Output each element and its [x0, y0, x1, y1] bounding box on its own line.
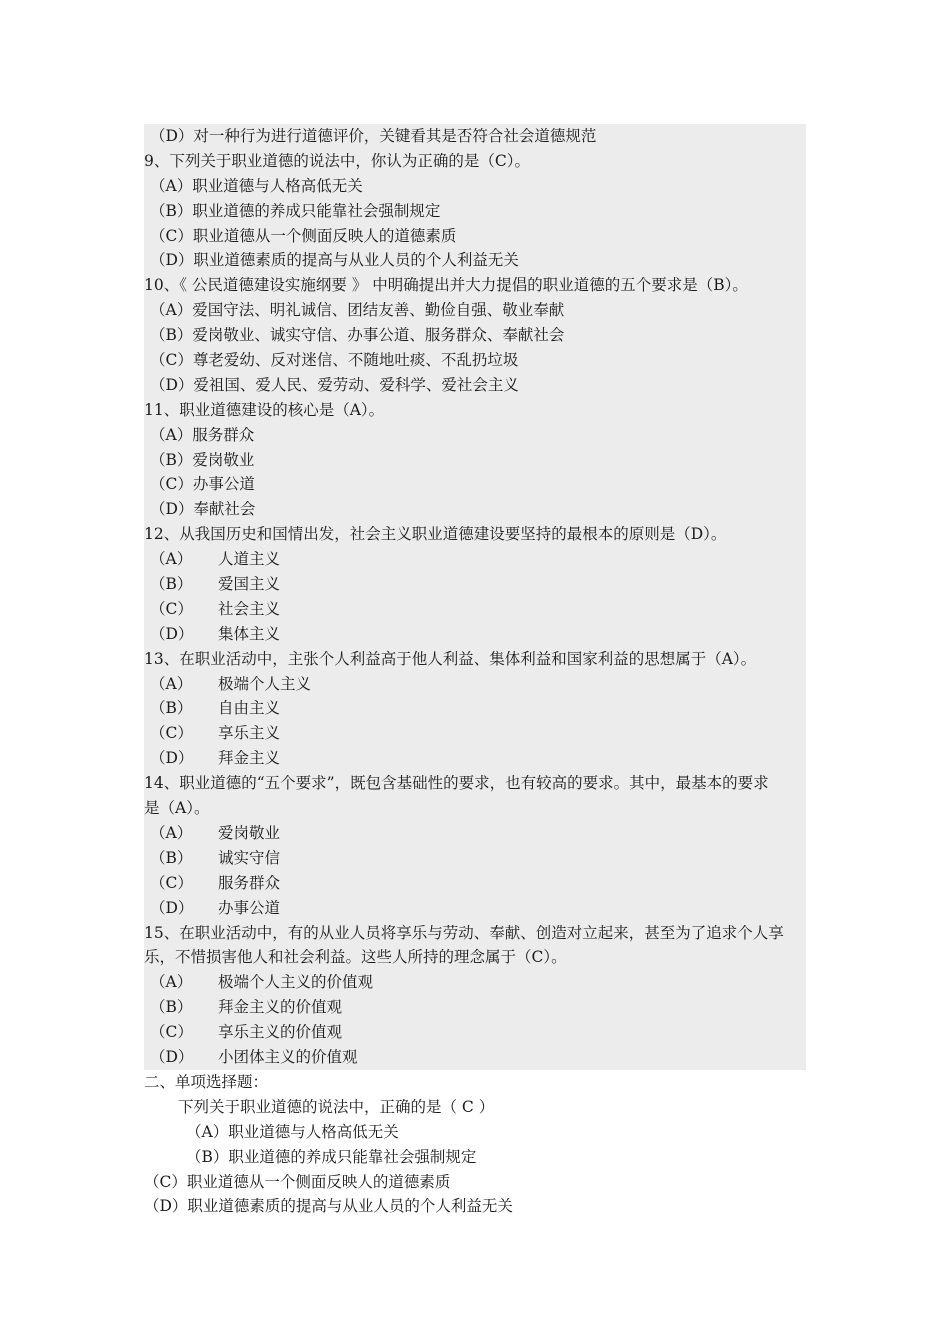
option-line: （A）职业道德与人格高低无关 — [150, 176, 363, 195]
question-line: 15、在职业活动中，有的从业人员将享乐与劳动、奉献、创造对立起来，甚至为了追求个人享 — [144, 923, 784, 942]
option-line — [144, 721, 806, 746]
option-text: 人道主义 — [218, 550, 281, 569]
option-line: （B）爱岗敬业 — [150, 450, 255, 469]
option-text: 极端个人主义 — [218, 674, 312, 693]
question-text: 下列关于职业道德的说法中，正确的是（ C ） — [178, 1097, 495, 1116]
question-line: 是（A）。 — [144, 799, 210, 818]
option-text: 集体主义 — [218, 624, 281, 643]
option-line — [144, 672, 806, 697]
option-line — [144, 597, 806, 622]
option-line — [144, 896, 806, 921]
option-line: （C）职业道德从一个侧面反映人的道德素质 — [150, 226, 457, 245]
section-single-choice — [144, 1070, 806, 1219]
option-label: （A） — [150, 973, 193, 992]
option-text: 享乐主义的价值观 — [218, 1023, 343, 1042]
option-text: 享乐主义 — [218, 724, 281, 743]
option-line: （A）服务群众 — [150, 425, 255, 444]
section-heading: 二、单项选择题： — [144, 1073, 269, 1091]
question-line: 乐，不惜损害他人和社会利益。这些人所持的理念属于（C）。 — [144, 948, 567, 967]
option-label: （A） — [150, 550, 193, 569]
option-label: （D） — [150, 1047, 194, 1066]
option-text: 办事公道 — [218, 898, 281, 917]
option-line: （C）办事公道 — [150, 475, 255, 494]
option-text: 拜金主义的价值观 — [218, 998, 343, 1017]
question-line: 12、从我国历史和国情出发，社会主义职业道德建设要坚持的最根本的原则是（D）。 — [144, 525, 727, 544]
option-text: 小团体主义的价值观 — [218, 1047, 358, 1066]
option-a: （A）职业道德与人格高低无关 — [186, 1122, 399, 1141]
question-line: 10、《 公民道德建设实施纲要 》 中明确提出并大力提倡的职业道德的五个要求是（B）。 — [144, 276, 748, 295]
option-label: （C） — [150, 873, 193, 892]
option-line — [144, 821, 806, 846]
option-label: （C） — [150, 1023, 193, 1042]
option-line: （C）尊老爱幼、反对迷信、不随地吐痰、不乱扔垃圾 — [150, 351, 519, 370]
option-line — [144, 696, 806, 721]
option-line: （D）对一种行为进行道德评价，关键看其是否符合社会道德规范 — [150, 127, 597, 145]
option-text: 爱岗敬业 — [218, 823, 281, 842]
option-line — [144, 622, 806, 647]
option-text: 服务群众 — [218, 873, 281, 892]
question-line: 11、职业道德建设的核心是（A）。 — [144, 400, 385, 419]
option-text: 社会主义 — [218, 599, 281, 618]
option-line — [144, 1020, 806, 1045]
option-line: （B）职业道德的养成只能靠社会强制规定 — [150, 201, 441, 220]
question-line: 9、下列关于职业道德的说法中，你认为正确的是（C）。 — [144, 151, 530, 170]
question-line: 13、在职业活动中，主张个人利益高于他人利益、集体利益和国家利益的思想属于（A）。 — [144, 649, 757, 668]
option-label: （A） — [150, 674, 193, 693]
option-c: （C）职业道德从一个侧面反映人的道德素质 — [144, 1172, 451, 1191]
option-label: （B） — [150, 699, 193, 718]
option-line — [144, 1045, 806, 1070]
option-line: （D）职业道德素质的提高与从业人员的个人利益无关 — [150, 251, 519, 270]
option-line: （D）爱祖国、爱人民、爱劳动、爱科学、爱社会主义 — [150, 375, 519, 394]
option-label: （D） — [150, 898, 194, 917]
option-label: （A） — [150, 823, 193, 842]
option-text: 自由主义 — [218, 699, 281, 718]
option-label: （B） — [150, 575, 193, 594]
option-text: 爱国主义 — [218, 575, 281, 594]
option-text: 诚实守信 — [218, 848, 281, 867]
question-line: 14、职业道德的“五个要求”，既包含基础性的要求，也有较高的要求。其中，最基本的要求 — [144, 774, 769, 793]
option-line — [144, 846, 806, 871]
shaded-question-block — [144, 124, 806, 1070]
option-label: （C） — [150, 724, 193, 743]
option-b: （B）职业道德的养成只能靠社会强制规定 — [186, 1147, 477, 1166]
option-line — [144, 970, 806, 995]
option-text: 极端个人主义的价值观 — [218, 973, 374, 992]
option-d: （D）职业道德素质的提高与从业人员的个人利益无关 — [144, 1197, 513, 1216]
option-line — [144, 995, 806, 1020]
option-line — [144, 871, 806, 896]
option-line: （A）爱国守法、明礼诚信、团结友善、勤俭自强、敬业奉献 — [150, 301, 565, 320]
option-line — [144, 572, 806, 597]
option-label: （B） — [150, 998, 193, 1017]
option-label: （C） — [150, 599, 193, 618]
option-line — [144, 547, 806, 572]
option-label: （D） — [150, 624, 194, 643]
option-line: （B）爱岗敬业、诚实守信、办事公道、服务群众、奉献社会 — [150, 326, 565, 345]
option-line — [144, 746, 806, 771]
option-text: 拜金主义 — [218, 749, 281, 768]
option-line: （D）奉献社会 — [150, 500, 256, 519]
option-label: （D） — [150, 749, 194, 768]
option-label: （B） — [150, 848, 193, 867]
